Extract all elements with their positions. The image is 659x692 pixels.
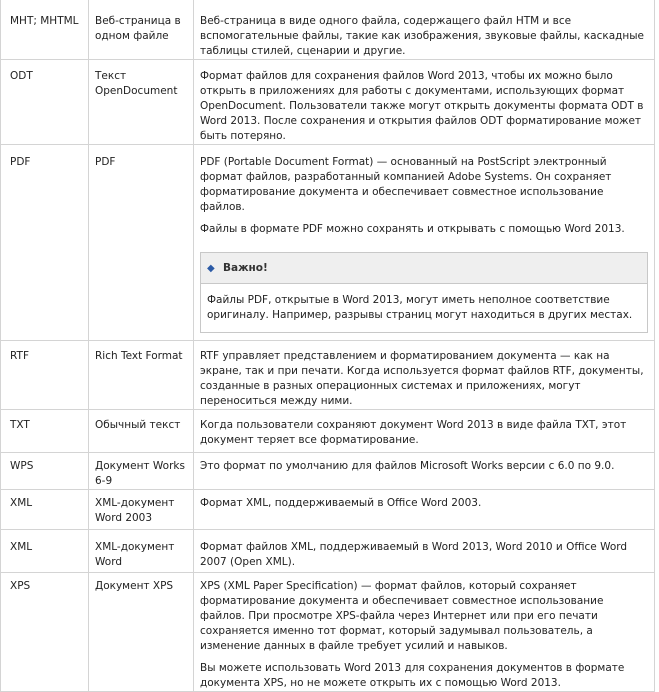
table-row-rtf xyxy=(1,341,655,410)
note-title: Важно! xyxy=(223,262,268,274)
table-row-xps xyxy=(1,573,655,692)
format-name: Веб-страница в одном файле xyxy=(89,0,194,60)
format-extension: ODT xyxy=(1,60,89,145)
diamond-bullet-icon: ◆ xyxy=(207,263,215,274)
description-text: Это формат по умолчанию для файлов Microsoft Works версии с 6.0 по 9.0. xyxy=(200,460,615,472)
format-description xyxy=(194,145,655,341)
format-extension: MHT; MHTML xyxy=(1,0,89,60)
format-extension: XML xyxy=(1,490,89,530)
format-extension: PDF xyxy=(1,145,89,341)
table-row-wps xyxy=(1,453,655,490)
format-extension: XPS xyxy=(1,573,89,692)
format-description xyxy=(194,453,655,490)
description-text: Веб-страница в виде одного файла, содержащего файл HTM и все вспомогательные файлы, такие как изображения, звуковые файлы, каскадные таблицы стилей, сценарии и другие. xyxy=(200,15,645,57)
format-description xyxy=(194,60,655,145)
description-text-2: Вы можете использовать Word 2013 для сохранения документов в формате документа XPS, но не можете открыть их с помощью Word 2013. xyxy=(200,662,625,689)
important-note xyxy=(200,252,648,333)
format-name: PDF xyxy=(89,145,194,341)
table-row-xml-2003 xyxy=(1,490,655,530)
description-text: XPS (XML Paper Specification) — формат файлов, который сохраняет форматирование документа и обеспечивает совместное использование файлов. При просмотре XPS-файла через Интернет или при его печати сохраняется именно тот формат, который задумывал пользователь, а изменение данных в файле требует усилий и навыков. xyxy=(200,580,604,652)
format-description xyxy=(194,530,655,573)
format-description xyxy=(194,490,655,530)
table-row-mht xyxy=(1,0,655,60)
format-name: XML-документ Word xyxy=(89,530,194,573)
table-row-odt xyxy=(1,60,655,145)
description-text: RTF управляет представлением и форматированием документа — как на экране, так и при печати. Когда используется формат файлов RTF, документы, созданные в разных операционных системах и приложениях, могут переноситься между ними. xyxy=(200,350,644,407)
format-description xyxy=(194,0,655,60)
table-row-xml-word xyxy=(1,530,655,573)
description-text-2: Файлы в формате PDF можно сохранять и открывать с помощью Word 2013. xyxy=(200,223,625,235)
format-name: XML-документ Word 2003 xyxy=(89,490,194,530)
format-name: Документ Works 6-9 xyxy=(89,453,194,490)
format-extension: WPS xyxy=(1,453,89,490)
format-name: Обычный текст xyxy=(89,410,194,453)
description-text: Формат XML, поддерживаемый в Office Word 2003. xyxy=(200,497,482,509)
description-text: PDF (Portable Document Format) — основанный на PostScript электронный формат файлов, разработанный компанией Adobe Systems. Он сохраняет форматирование документа и обеспечивает совместное использование файлов. xyxy=(200,156,612,213)
format-description xyxy=(194,410,655,453)
format-description xyxy=(194,341,655,410)
format-name: Текст OpenDocument xyxy=(89,60,194,145)
description-text: Формат файлов для сохранения файлов Word 2013, чтобы их можно было открыть в приложениях для работы с документами, использующих формат OpenDocument. Пользователи также могут открыть документы формата ODT в Word 2013. После сохранения и открытия файлов ODT форматирование может быть потеряно. xyxy=(200,70,644,142)
format-name: Документ XPS xyxy=(89,573,194,692)
format-extension: XML xyxy=(1,530,89,573)
table-row-txt xyxy=(1,410,655,453)
format-name: Rich Text Format xyxy=(89,341,194,410)
description-text: Формат файлов XML, поддерживаемый в Word 2013, Word 2010 и Office Word 2007 (Open XML). xyxy=(200,541,628,568)
format-extension: RTF xyxy=(1,341,89,410)
table-row-pdf xyxy=(1,145,655,341)
note-body: Файлы PDF, открытые в Word 2013, могут иметь неполное соответствие оригиналу. Например, разрывы страниц могут находиться в других местах. xyxy=(207,294,633,321)
format-description xyxy=(194,573,655,692)
note-header xyxy=(201,253,647,284)
format-extension: TXT xyxy=(1,410,89,453)
description-text: Когда пользователи сохраняют документ Word 2013 в виде файла TXT, этот документ теряет все форматирование. xyxy=(200,419,627,446)
